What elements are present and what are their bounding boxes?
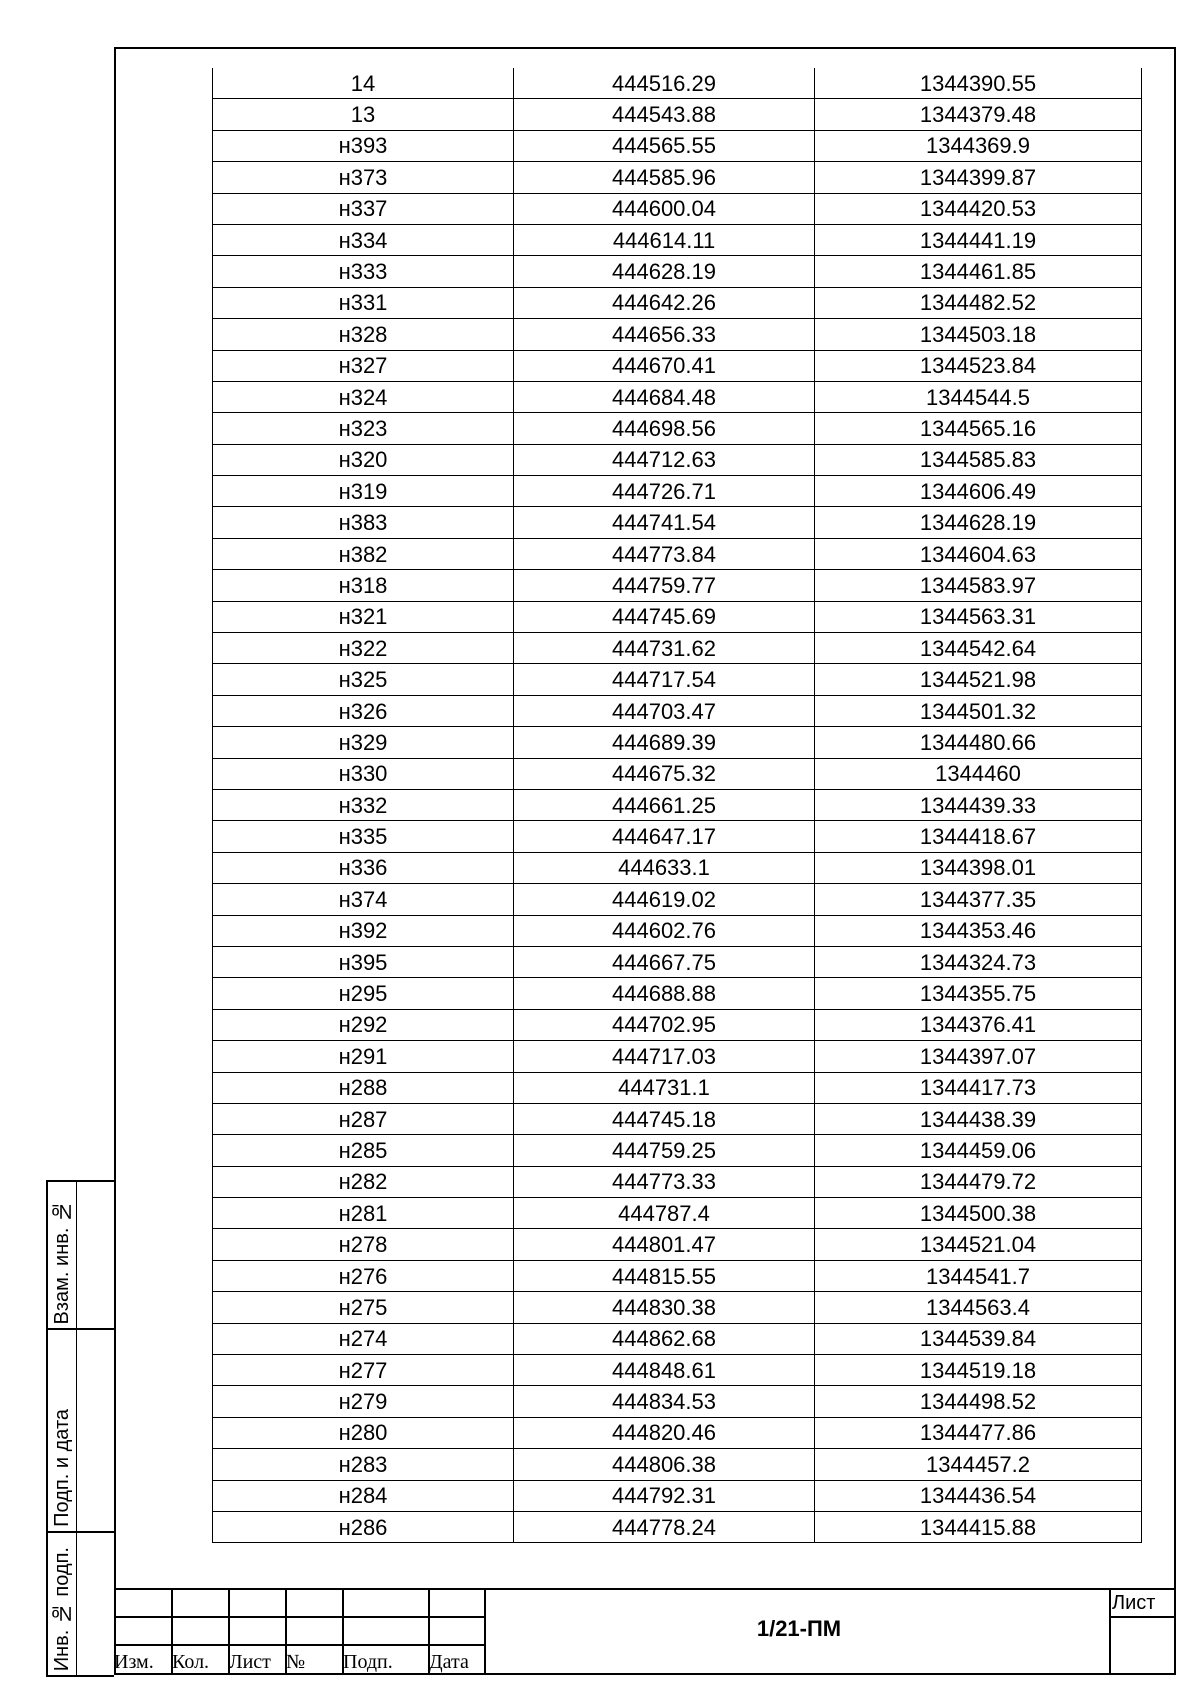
y-coordinate-cell: 1344563.31 xyxy=(815,601,1142,632)
stamp-header-izm: Изм. xyxy=(114,1651,154,1673)
y-coordinate-cell: 1344565.16 xyxy=(815,413,1142,444)
x-coordinate-cell: 444731.62 xyxy=(514,633,815,664)
table-row xyxy=(213,1009,1142,1040)
y-coordinate-cell: 1344377.35 xyxy=(815,884,1142,915)
table-row xyxy=(213,1323,1142,1354)
point-id-cell: н330 xyxy=(213,758,514,789)
x-coordinate-cell: 444787.4 xyxy=(514,1198,815,1229)
binding-strip xyxy=(46,1180,114,1677)
table-row xyxy=(213,852,1142,883)
point-id-cell: н291 xyxy=(213,1041,514,1072)
point-id-cell: н383 xyxy=(213,507,514,538)
y-coordinate-cell: 1344438.39 xyxy=(815,1103,1142,1134)
x-coordinate-cell: 444773.84 xyxy=(514,538,815,569)
point-id-cell: н393 xyxy=(213,130,514,161)
y-coordinate-cell: 1344353.46 xyxy=(815,915,1142,946)
point-id-cell: н323 xyxy=(213,413,514,444)
x-coordinate-cell: 444688.88 xyxy=(514,978,815,1009)
x-coordinate-cell: 444731.1 xyxy=(514,1072,815,1103)
x-coordinate-cell: 444633.1 xyxy=(514,852,815,883)
x-coordinate-cell: 444717.03 xyxy=(514,1041,815,1072)
sheet-label: Лист xyxy=(1112,1592,1156,1614)
y-coordinate-cell: 1344376.41 xyxy=(815,1009,1142,1040)
y-coordinate-cell: 1344439.33 xyxy=(815,789,1142,820)
y-coordinate-cell: 1344521.04 xyxy=(815,1229,1142,1260)
coordinates-table xyxy=(212,68,1142,1543)
y-coordinate-cell: 1344628.19 xyxy=(815,507,1142,538)
point-id-cell: н277 xyxy=(213,1355,514,1386)
x-coordinate-cell: 444801.47 xyxy=(514,1229,815,1260)
x-coordinate-cell: 444600.04 xyxy=(514,193,815,224)
point-id-cell: н276 xyxy=(213,1260,514,1291)
x-coordinate-cell: 444642.26 xyxy=(514,287,815,318)
point-id-cell: н322 xyxy=(213,633,514,664)
x-coordinate-cell: 444675.32 xyxy=(514,758,815,789)
point-id-cell: н326 xyxy=(213,695,514,726)
point-id-cell: н336 xyxy=(213,852,514,883)
point-id-cell: 14 xyxy=(213,68,514,99)
binding-label-podp-data: Подп. и дата xyxy=(51,1409,73,1527)
point-id-cell: н324 xyxy=(213,381,514,412)
x-coordinate-cell: 444619.02 xyxy=(514,884,815,915)
table-row xyxy=(213,193,1142,224)
table-row xyxy=(213,915,1142,946)
table-row xyxy=(213,946,1142,977)
table-row xyxy=(213,1260,1142,1291)
y-coordinate-cell: 1344479.72 xyxy=(815,1166,1142,1197)
x-coordinate-cell: 444703.47 xyxy=(514,695,815,726)
x-coordinate-cell: 444741.54 xyxy=(514,507,815,538)
x-coordinate-cell: 444745.18 xyxy=(514,1103,815,1134)
table-row xyxy=(213,789,1142,820)
y-coordinate-cell: 1344436.54 xyxy=(815,1480,1142,1511)
table-row xyxy=(213,1229,1142,1260)
point-id-cell: н327 xyxy=(213,350,514,381)
y-coordinate-cell: 1344503.18 xyxy=(815,319,1142,350)
table-row xyxy=(213,758,1142,789)
x-coordinate-cell: 444656.33 xyxy=(514,319,815,350)
binding-label-inv-podl: Инв. № подп. xyxy=(51,1546,73,1671)
x-coordinate-cell: 444726.71 xyxy=(514,476,815,507)
x-coordinate-cell: 444848.61 xyxy=(514,1355,815,1386)
y-coordinate-cell: 1344604.63 xyxy=(815,538,1142,569)
table-row xyxy=(213,99,1142,130)
x-coordinate-cell: 444667.75 xyxy=(514,946,815,977)
y-coordinate-cell: 1344606.49 xyxy=(815,476,1142,507)
x-coordinate-cell: 444702.95 xyxy=(514,1009,815,1040)
table-row xyxy=(213,1355,1142,1386)
point-id-cell: н275 xyxy=(213,1292,514,1323)
table-row xyxy=(213,1166,1142,1197)
document-code: 1/21-ПМ xyxy=(756,1616,842,1641)
x-coordinate-cell: 444792.31 xyxy=(514,1480,815,1511)
point-id-cell: н292 xyxy=(213,1009,514,1040)
binding-cell-vzam xyxy=(46,1180,114,1330)
y-coordinate-cell: 1344398.01 xyxy=(815,852,1142,883)
point-id-cell: н332 xyxy=(213,789,514,820)
x-coordinate-cell: 444759.25 xyxy=(514,1135,815,1166)
table-row xyxy=(213,1511,1142,1542)
table-row xyxy=(213,601,1142,632)
y-coordinate-cell: 1344521.98 xyxy=(815,664,1142,695)
table-row xyxy=(213,1198,1142,1229)
point-id-cell: н392 xyxy=(213,915,514,946)
point-id-cell: н334 xyxy=(213,224,514,255)
y-coordinate-cell: 1344369.9 xyxy=(815,130,1142,161)
table-row xyxy=(213,821,1142,852)
y-coordinate-cell: 1344420.53 xyxy=(815,193,1142,224)
table-row xyxy=(213,978,1142,1009)
y-coordinate-cell: 1344523.84 xyxy=(815,350,1142,381)
x-coordinate-cell: 444689.39 xyxy=(514,727,815,758)
y-coordinate-cell: 1344542.64 xyxy=(815,633,1142,664)
y-coordinate-cell: 1344390.55 xyxy=(815,68,1142,99)
point-id-cell: н285 xyxy=(213,1135,514,1166)
x-coordinate-cell: 444778.24 xyxy=(514,1511,815,1542)
y-coordinate-cell: 1344563.4 xyxy=(815,1292,1142,1323)
binding-cell-inv xyxy=(46,1531,114,1677)
point-id-cell: 13 xyxy=(213,99,514,130)
x-coordinate-cell: 444745.69 xyxy=(514,601,815,632)
stamp-header-nomer: № xyxy=(286,1651,306,1673)
table-row xyxy=(213,287,1142,318)
y-coordinate-cell: 1344501.32 xyxy=(815,695,1142,726)
table-row xyxy=(213,413,1142,444)
x-coordinate-cell: 444830.38 xyxy=(514,1292,815,1323)
table-row xyxy=(213,256,1142,287)
x-coordinate-cell: 444717.54 xyxy=(514,664,815,695)
x-coordinate-cell: 444670.41 xyxy=(514,350,815,381)
y-coordinate-cell: 1344397.07 xyxy=(815,1041,1142,1072)
x-coordinate-cell: 444834.53 xyxy=(514,1386,815,1417)
table-row xyxy=(213,224,1142,255)
x-coordinate-cell: 444820.46 xyxy=(514,1417,815,1448)
table-row xyxy=(213,476,1142,507)
point-id-cell: н288 xyxy=(213,1072,514,1103)
stamp-header-podp: Подп. xyxy=(343,1651,393,1673)
y-coordinate-cell: 1344441.19 xyxy=(815,224,1142,255)
point-id-cell: н321 xyxy=(213,601,514,632)
stamp-header-list: Лист xyxy=(229,1651,271,1673)
point-id-cell: н295 xyxy=(213,978,514,1009)
x-coordinate-cell: 444773.33 xyxy=(514,1166,815,1197)
y-coordinate-cell: 1344500.38 xyxy=(815,1198,1142,1229)
point-id-cell: н373 xyxy=(213,162,514,193)
point-id-cell: н286 xyxy=(213,1511,514,1542)
point-id-cell: н328 xyxy=(213,319,514,350)
table-row xyxy=(213,884,1142,915)
y-coordinate-cell: 1344541.7 xyxy=(815,1260,1142,1291)
y-coordinate-cell: 1344457.2 xyxy=(815,1449,1142,1480)
y-coordinate-cell: 1344324.73 xyxy=(815,946,1142,977)
table-row xyxy=(213,130,1142,161)
point-id-cell: н281 xyxy=(213,1198,514,1229)
point-id-cell: н395 xyxy=(213,946,514,977)
stamp-header-data: Дата xyxy=(429,1651,469,1673)
title-block xyxy=(114,1588,1176,1675)
x-coordinate-cell: 444647.17 xyxy=(514,821,815,852)
table-row xyxy=(213,507,1142,538)
binding-cell-podp xyxy=(46,1328,114,1533)
point-id-cell: н280 xyxy=(213,1417,514,1448)
table-row xyxy=(213,381,1142,412)
table-row xyxy=(213,1041,1142,1072)
x-coordinate-cell: 444806.38 xyxy=(514,1449,815,1480)
table-row xyxy=(213,319,1142,350)
point-id-cell: н283 xyxy=(213,1449,514,1480)
y-coordinate-cell: 1344418.67 xyxy=(815,821,1142,852)
x-coordinate-cell: 444862.68 xyxy=(514,1323,815,1354)
point-id-cell: н331 xyxy=(213,287,514,318)
point-id-cell: н282 xyxy=(213,1166,514,1197)
point-id-cell: н335 xyxy=(213,821,514,852)
x-coordinate-cell: 444661.25 xyxy=(514,789,815,820)
y-coordinate-cell: 1344417.73 xyxy=(815,1072,1142,1103)
point-id-cell: н284 xyxy=(213,1480,514,1511)
table-row xyxy=(213,538,1142,569)
table-row xyxy=(213,1449,1142,1480)
y-coordinate-cell: 1344415.88 xyxy=(815,1511,1142,1542)
y-coordinate-cell: 1344585.83 xyxy=(815,444,1142,475)
table-row xyxy=(213,570,1142,601)
point-id-cell: н319 xyxy=(213,476,514,507)
y-coordinate-cell: 1344482.52 xyxy=(815,287,1142,318)
y-coordinate-cell: 1344461.85 xyxy=(815,256,1142,287)
coordinates-table-body xyxy=(213,68,1142,1543)
table-row xyxy=(213,1072,1142,1103)
table-row xyxy=(213,1386,1142,1417)
table-row xyxy=(213,1103,1142,1134)
table-row xyxy=(213,444,1142,475)
point-id-cell: н325 xyxy=(213,664,514,695)
table-row xyxy=(213,633,1142,664)
point-id-cell: н333 xyxy=(213,256,514,287)
table-row xyxy=(213,162,1142,193)
y-coordinate-cell: 1344399.87 xyxy=(815,162,1142,193)
y-coordinate-cell: 1344459.06 xyxy=(815,1135,1142,1166)
x-coordinate-cell: 444516.29 xyxy=(514,68,815,99)
point-id-cell: н329 xyxy=(213,727,514,758)
y-coordinate-cell: 1344460 xyxy=(815,758,1142,789)
point-id-cell: н382 xyxy=(213,538,514,569)
y-coordinate-cell: 1344544.5 xyxy=(815,381,1142,412)
y-coordinate-cell: 1344379.48 xyxy=(815,99,1142,130)
table-row xyxy=(213,1135,1142,1166)
y-coordinate-cell: 1344498.52 xyxy=(815,1386,1142,1417)
table-row xyxy=(213,664,1142,695)
x-coordinate-cell: 444585.96 xyxy=(514,162,815,193)
table-row xyxy=(213,1417,1142,1448)
point-id-cell: н279 xyxy=(213,1386,514,1417)
x-coordinate-cell: 444815.55 xyxy=(514,1260,815,1291)
y-coordinate-cell: 1344539.84 xyxy=(815,1323,1142,1354)
x-coordinate-cell: 444543.88 xyxy=(514,99,815,130)
table-row xyxy=(213,727,1142,758)
point-id-cell: н320 xyxy=(213,444,514,475)
point-id-cell: н274 xyxy=(213,1323,514,1354)
point-id-cell: н337 xyxy=(213,193,514,224)
table-row xyxy=(213,1292,1142,1323)
y-coordinate-cell: 1344519.18 xyxy=(815,1355,1142,1386)
table-row xyxy=(213,68,1142,99)
y-coordinate-cell: 1344355.75 xyxy=(815,978,1142,1009)
x-coordinate-cell: 444712.63 xyxy=(514,444,815,475)
table-row xyxy=(213,350,1142,381)
point-id-cell: н374 xyxy=(213,884,514,915)
y-coordinate-cell: 1344583.97 xyxy=(815,570,1142,601)
x-coordinate-cell: 444684.48 xyxy=(514,381,815,412)
table-row xyxy=(213,695,1142,726)
stamp-header-kol: Кол. xyxy=(172,1651,210,1673)
binding-label-vzam-inv: Взам. инв. № xyxy=(51,1199,73,1324)
y-coordinate-cell: 1344477.86 xyxy=(815,1417,1142,1448)
x-coordinate-cell: 444759.77 xyxy=(514,570,815,601)
x-coordinate-cell: 444602.76 xyxy=(514,915,815,946)
y-coordinate-cell: 1344480.66 xyxy=(815,727,1142,758)
x-coordinate-cell: 444698.56 xyxy=(514,413,815,444)
point-id-cell: н287 xyxy=(213,1103,514,1134)
x-coordinate-cell: 444565.55 xyxy=(514,130,815,161)
table-row xyxy=(213,1480,1142,1511)
point-id-cell: н318 xyxy=(213,570,514,601)
x-coordinate-cell: 444614.11 xyxy=(514,224,815,255)
x-coordinate-cell: 444628.19 xyxy=(514,256,815,287)
point-id-cell: н278 xyxy=(213,1229,514,1260)
